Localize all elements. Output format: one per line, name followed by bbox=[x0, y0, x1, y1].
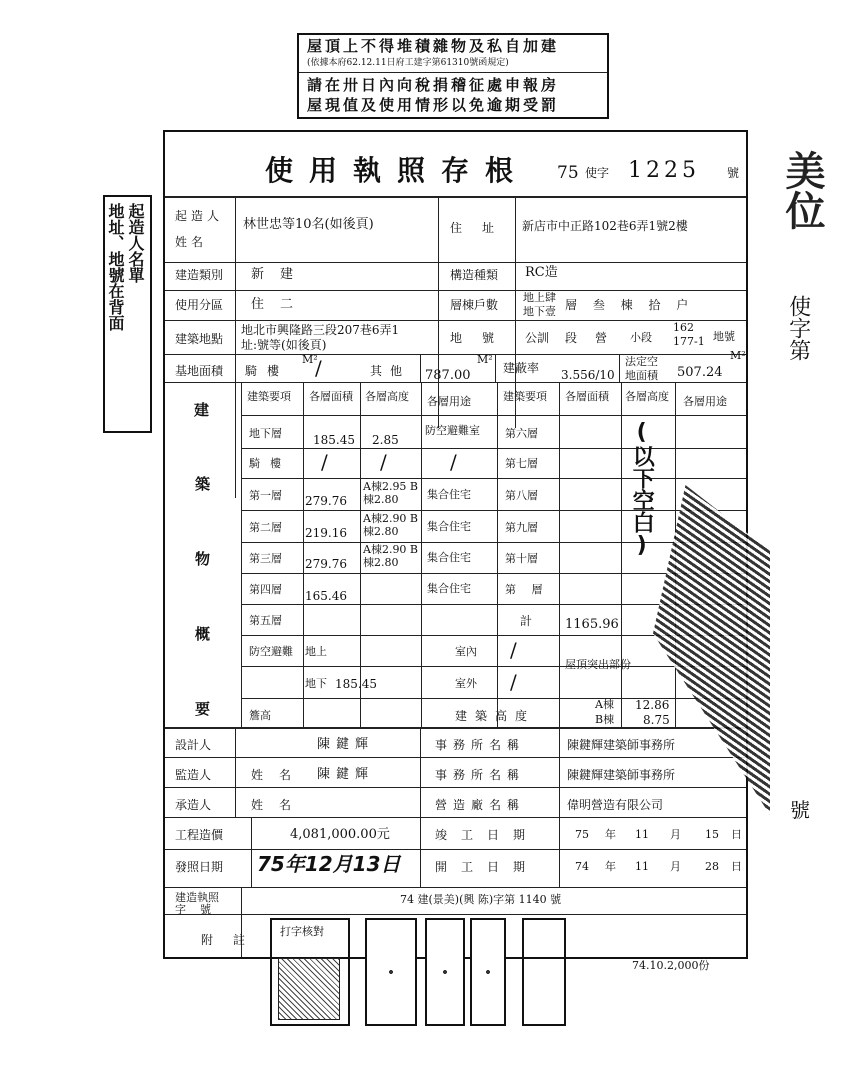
applicant-label-b: 姓名 bbox=[175, 235, 208, 249]
floor-10-name: 第十層 bbox=[505, 552, 538, 565]
left-note-box bbox=[103, 195, 152, 433]
address-label: 住址 bbox=[450, 221, 515, 235]
construction-type-label: 建造類別 bbox=[175, 268, 224, 282]
structure-value: RC造 bbox=[525, 265, 558, 280]
designer-label: 設計人 bbox=[175, 738, 212, 752]
structure-label: 構造種類 bbox=[450, 268, 499, 282]
edge-hao: 號 bbox=[790, 798, 810, 822]
total-label: 計 bbox=[520, 614, 533, 628]
supervisor-name: 陳鍵輝 bbox=[317, 767, 375, 782]
seal-stamp-4 bbox=[522, 918, 566, 1026]
other-value: 787.00 bbox=[425, 368, 471, 383]
supervisor-office: 陳鍵輝建築師事務所 bbox=[567, 768, 676, 782]
floor-8-name: 第八層 bbox=[505, 489, 538, 502]
notice-line1: 屋頂上不得堆積雜物及私自加建 bbox=[307, 37, 560, 55]
supervisor-office-label: 事務所名稱 bbox=[435, 768, 526, 782]
coverage-label: 建蔽率 bbox=[503, 361, 540, 375]
civil-below: 地下 bbox=[305, 677, 327, 690]
site-value-1: 地北市興隆路三段207巷6弄1 bbox=[241, 323, 400, 337]
cost-value: 4,081,000.00元 bbox=[290, 827, 390, 842]
seal-stamp-2 bbox=[425, 918, 465, 1026]
floor-6-name: 第六層 bbox=[505, 427, 538, 440]
notice-line3: 請在卅日內向稅捐稽征處申報房 bbox=[307, 76, 560, 94]
form-number-prefix: 75 bbox=[557, 163, 579, 183]
completion-label: 竣工日期 bbox=[435, 828, 540, 842]
floor-2-use: 集合住宅 bbox=[427, 520, 471, 533]
lot-num2: 177-1 bbox=[673, 335, 705, 348]
floor-5-name: 第五層 bbox=[249, 614, 282, 627]
col-use: 各層用途 bbox=[427, 395, 471, 408]
legal-open-value: 507.24 bbox=[677, 365, 723, 380]
floor-2-name: 第二層 bbox=[249, 521, 282, 534]
floor-arcade-name: 騎樓 bbox=[249, 457, 291, 470]
floors-below: 地下壹 bbox=[523, 305, 556, 318]
col-item: 建築要項 bbox=[247, 390, 291, 403]
print-note: 74.10.2,000份 bbox=[632, 959, 710, 972]
edge-text-small: 使字第 bbox=[785, 295, 811, 361]
site-area-label: 基地面積 bbox=[175, 364, 224, 378]
roof-projection-label: 屋頂突出部份 bbox=[565, 658, 631, 671]
col-height-2: 各層高度 bbox=[625, 390, 669, 403]
proofread-stamp: 打字核對 bbox=[270, 918, 350, 1026]
issue-date-label: 發照日期 bbox=[175, 860, 224, 874]
civil-above: 地上 bbox=[305, 645, 327, 658]
unit-m2: M² bbox=[302, 353, 318, 366]
col-height: 各層高度 bbox=[365, 390, 409, 403]
arcade-label: 騎樓 bbox=[245, 364, 290, 378]
lot-tail: 地號 bbox=[713, 330, 735, 343]
floor-1-use: 集合住宅 bbox=[427, 488, 471, 501]
notice-line4: 屋現值及使用情形以免逾期受罰 bbox=[307, 96, 560, 114]
applicant-value: 林世忠等10名(如後頁) bbox=[243, 217, 374, 232]
height-a-value: 12.86 bbox=[635, 698, 670, 712]
address-value: 新店市中正路102巷6弄1號2樓 bbox=[522, 219, 688, 233]
eave-label: 簷高 bbox=[249, 709, 271, 722]
total-area: 1165.96 bbox=[565, 617, 619, 632]
col-use-2: 各層用途 bbox=[683, 395, 727, 408]
floor-b1-height: 2.85 bbox=[372, 433, 399, 447]
floor-2-height: A棟2.90 B棟2.80 bbox=[363, 512, 419, 538]
floor-3-height: A棟2.90 B棟2.80 bbox=[363, 543, 419, 569]
left-note-col2: 地址、地號在背面 bbox=[106, 203, 125, 331]
lot-sec-name: 營 bbox=[595, 331, 608, 345]
col-item-2: 建築要項 bbox=[503, 390, 547, 403]
form-title: 使用執照存根 bbox=[265, 154, 530, 187]
lot-small: 小段 bbox=[630, 331, 652, 344]
lot-num1: 162 bbox=[673, 321, 694, 334]
floor-b1-name: 地下層 bbox=[249, 427, 282, 440]
form-number-suffix: 號 bbox=[727, 166, 740, 180]
contractor-office-label: 營造廠名稱 bbox=[435, 798, 526, 812]
designer-office: 陳鍵輝建築師事務所 bbox=[567, 738, 676, 752]
handwritten-blank: (以下空白) bbox=[629, 420, 655, 558]
issue-date-value: 75年12月13日 bbox=[257, 852, 401, 876]
form-number: 1225 bbox=[628, 158, 700, 183]
site-label: 建築地點 bbox=[175, 332, 224, 346]
notice-stamp bbox=[297, 33, 609, 119]
site-value-2: 址:號等(如後頁) bbox=[241, 338, 327, 352]
coverage-value: 3.556/10 bbox=[561, 368, 615, 382]
floor-3-area: 279.76 bbox=[305, 557, 347, 571]
arcade-value: / bbox=[315, 356, 322, 380]
lot-no-label: 地號 bbox=[450, 331, 515, 345]
civil-defense-label: 防空避難 bbox=[249, 645, 293, 658]
notice-line2: (依據本府62.12.11日府工建字第61310號函規定) bbox=[307, 58, 509, 68]
remarks-label: 附註 bbox=[201, 933, 266, 947]
floor-b1-use: 防空避難室 bbox=[425, 424, 480, 437]
floors-above: 地上肆 bbox=[523, 291, 556, 304]
edge-text: 美位 bbox=[779, 150, 825, 230]
lot-sec: 段 bbox=[565, 331, 578, 345]
col-area: 各層面積 bbox=[309, 390, 353, 403]
permit-label: 建造執照 bbox=[175, 891, 219, 904]
other-label: 其他 bbox=[370, 364, 411, 378]
contractor-office: 偉明營造有限公司 bbox=[567, 798, 664, 812]
col-area-2: 各層面積 bbox=[565, 390, 609, 403]
designer-name: 陳鍵輝 bbox=[317, 737, 375, 752]
floor-x-name: 第 層 bbox=[505, 583, 549, 596]
zoning-label: 使用分區 bbox=[175, 298, 224, 312]
supervisor-label: 監造人 bbox=[175, 768, 212, 782]
floor-9-name: 第九層 bbox=[505, 521, 538, 534]
start-label: 開工日期 bbox=[435, 860, 540, 874]
lot-city: 公訓 bbox=[525, 331, 550, 345]
floor-2-area: 219.16 bbox=[305, 526, 347, 540]
building-summary-label: 建 bbox=[192, 402, 210, 417]
outdoor-label: 室外 bbox=[455, 677, 477, 690]
floor-4-use: 集合住宅 bbox=[427, 582, 471, 595]
floor-7-name: 第七層 bbox=[505, 457, 538, 470]
floor-4-name: 第四層 bbox=[249, 583, 282, 596]
designer-office-label: 事務所名稱 bbox=[435, 738, 526, 752]
floor-1-area: 279.76 bbox=[305, 494, 347, 508]
form-number-mid: 使字 bbox=[585, 166, 610, 180]
floor-count-rest: 層 叁 棟 拾 户 bbox=[565, 298, 695, 312]
civil-below-value: 185.45 bbox=[335, 677, 377, 691]
height-b-value: 8.75 bbox=[643, 713, 670, 727]
cost-label: 工程造價 bbox=[175, 828, 224, 842]
legal-open-label: 法定空 bbox=[625, 355, 658, 368]
permit-form: 使用執照存根 75 使字 1225 號 起造人 姓名 林世忠等10名(如後頁) 住址 新店市中正路102巷6弄1號2樓 建造類別 新建 構造種類 RC造 使用分區 住二 層棟戶數 地上肆 地下壹 層 叁 棟 拾 户 建築地點 地北市興隆路三段207巷6弄1 址:號等(如後頁) 地號 公訓 段 營 小段 162 177-1 地號 基地面積 騎樓 / M² 其他 787.00 M² 建蔽率 3.556/10 法定空 地面積 507.24 M² 建 築 物 概 要 建築要項 各層面積 各層高度 各層用途 建築要項 各層面積 各層高度 各層用途 地下層 185.45 2.85 防空避難室 騎樓 / / / 第一層 279.76 A棟2.95 B棟2.80 集合住宅 第二層 219.16 A棟2.90 B棟2.80 集合住宅 第三層 279.76 A棟2.90 B棟2.80 集合住宅 第四層 165.46 集合住宅 第五層 第六層 第七層 第八層 第九層 第十層 第 層 計 1165.96 (以下空白) 防空避難 地上 地下 185.45 室內 室外 / / 屋頂突出部份 簷高 建築高度 A棟 12.86 B棟 8.75 設計人 陳鍵輝 事務所名稱 陳鍵輝建築師事務所 監造人 姓名 陳鍵輝 事務所名稱 陳鍵輝建築師事務所 承造人 姓名 營造廠名稱 偉明營造有限公司 工程造價 4,081,000.00元 竣工日期 75 年 11 月 15 日 發照日期 75年12月13日 開工日期 74 年 11 月 28 日 建造執照 字號 74 建(景美)(興 陈)字第 1140 號 附註 bbox=[163, 130, 748, 959]
floor-1-height: A棟2.95 B棟2.80 bbox=[363, 480, 419, 506]
building-height-label: 建築高度 bbox=[455, 709, 536, 723]
seal-stamp-1 bbox=[365, 918, 417, 1026]
floor-3-use: 集合住宅 bbox=[427, 551, 471, 564]
floor-count-label: 層棟戶數 bbox=[450, 298, 499, 312]
floor-3-name: 第三層 bbox=[249, 552, 282, 565]
floor-1-name: 第一層 bbox=[249, 489, 282, 502]
left-note-col1: 起造人名單 bbox=[126, 203, 145, 283]
indoor-label: 室內 bbox=[455, 645, 477, 658]
permit-value: 74 建(景美)(興 陈)字第 1140 號 bbox=[400, 893, 562, 906]
construction-type-value: 新建 bbox=[251, 267, 310, 282]
floor-4-area: 165.46 bbox=[305, 589, 347, 603]
zoning-value: 住二 bbox=[251, 297, 310, 312]
contractor-label: 承造人 bbox=[175, 798, 212, 812]
floor-b1-area: 185.45 bbox=[313, 433, 355, 447]
seal-stamp-3 bbox=[470, 918, 506, 1026]
applicant-label: 起造人 bbox=[175, 209, 224, 223]
